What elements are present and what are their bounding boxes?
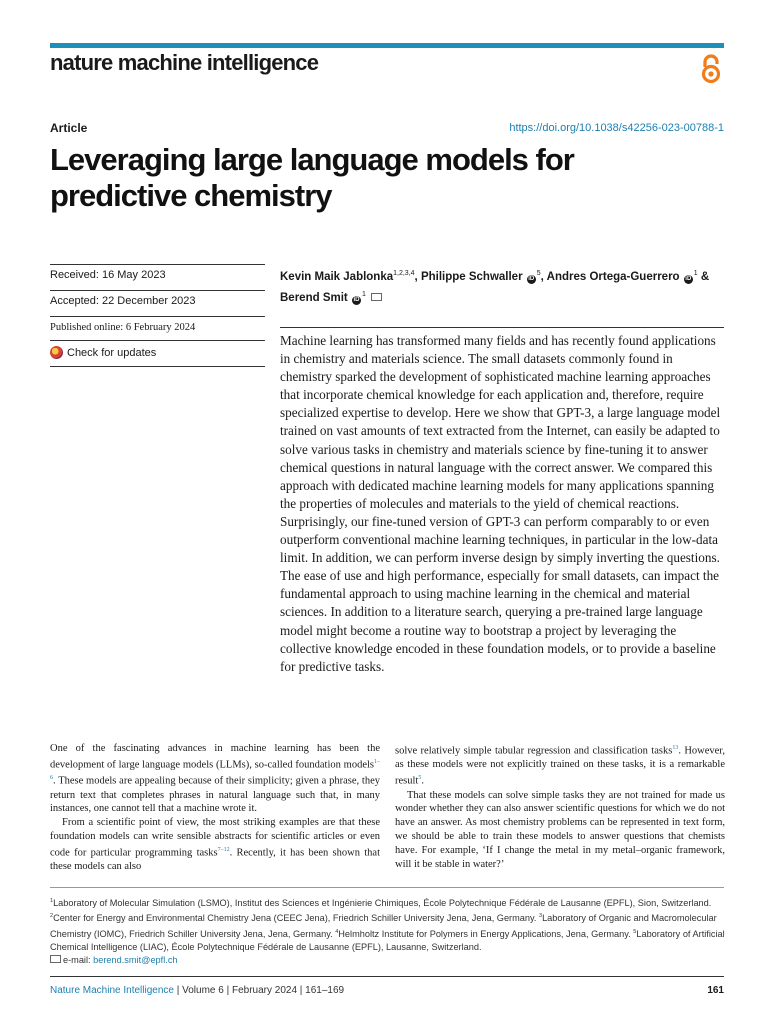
abstract-divider bbox=[280, 327, 724, 328]
meta-divider bbox=[50, 316, 265, 317]
mail-icon[interactable] bbox=[371, 293, 382, 301]
orcid-icon[interactable]: iD bbox=[528, 275, 535, 282]
meta-divider bbox=[50, 264, 265, 265]
footer-divider bbox=[50, 976, 724, 977]
author-name[interactable]: Kevin Maik Jablonka bbox=[280, 270, 394, 283]
journal-name[interactable]: nature machine intelligence bbox=[50, 50, 319, 75]
check-updates-label: Check for updates bbox=[67, 346, 157, 359]
author-affiliation-sup: 5 bbox=[536, 270, 541, 277]
citation-link[interactable]: 7–12 bbox=[217, 846, 230, 853]
author-affiliation-sup: 1 bbox=[693, 270, 698, 277]
orcid-icon[interactable]: iD bbox=[685, 275, 692, 282]
affiliations-footnote: $^1$Laboratory of Molecular Simulation (LSMO), Institut des Sciences et Ingénierie Chimiques, École Polytechnique Fédérale de Lausanne (EPFL), Sion, Switzerland. $^2$Center for Energy and Environmental Chemistry Jena (CEEC Jena), Friedrich Schiller University Jena, Jena, Germany. $^3$Laboratory of Organic and Macromolecular Chemistry (IOMC), Friedrich Schiller University Jena, Jena, Germany. $^4$Helmholtz Institute for Polymers in Energy Applications, Jena, Germany. $^5$Laboratory of Artificial Chemical Intelligence (LIAC), École Polytechnique Fédérale de Lausanne (EPFL), Lausanne, Switzerland. e-mail: berend.smit@epfl.ch bbox=[50, 898, 725, 966]
body-column-right bbox=[395, 742, 725, 872]
accepted-date: Accepted: 22 December 2023 bbox=[50, 295, 196, 307]
footer-issue-details: | Volume 6 | February 2024 | 161–169 bbox=[173, 985, 345, 996]
body-column-left bbox=[50, 742, 380, 874]
author-name[interactable]: Berend Smit bbox=[280, 291, 348, 304]
page-number: 161 bbox=[707, 985, 724, 996]
author-name[interactable]: Andres Ortega-Guerrero bbox=[546, 270, 680, 283]
meta-divider bbox=[50, 290, 265, 291]
crossmark-icon bbox=[50, 346, 63, 359]
mail-icon bbox=[50, 955, 61, 963]
author-affiliation-sup: 1,2,3,4 bbox=[393, 270, 415, 277]
citation-link[interactable]: 13 bbox=[672, 745, 679, 751]
author-affiliation-sup: 1 bbox=[361, 290, 366, 298]
article-type-label: Article bbox=[50, 121, 88, 135]
body-paragraph: That these models can solve simple tasks they are not trained for made us wonder whether they can also answer scientific questions for which we do not have an answer. As most chemistry problems can be represented in text form, we should be able to train these models to answer questions that chemists have. For example, ‘If I change the metal in my metal–organic framework, will it be stable in water?’ bbox=[395, 789, 725, 870]
citation-link[interactable]: 5 bbox=[418, 775, 422, 782]
author-name[interactable]: Philippe Schwaller bbox=[420, 270, 523, 283]
article-title: Leveraging large language models for predictive chemistry bbox=[50, 142, 574, 213]
meta-divider bbox=[50, 340, 265, 341]
body-paragraph: One of the fascinating advances in machine learning has been the development of large language models (LLMs), so-called foundation models$^{1-6}$. These models are appealing because of their simplicity; given a phrase, they return text that completes phrases in natural language such that, in many instances, one cannot tell that a machine wrote it. bbox=[50, 743, 380, 815]
footer-journal-link[interactable]: Nature Machine Intelligence bbox=[50, 985, 174, 996]
published-date: Published online: 6 February 2024 bbox=[50, 322, 196, 333]
abstract-text: Machine learning has transformed many fields and has recently found applications in chemistry and materials science. The small datasets commonly found in chemistry sparked the development of sophisticated machine learning approaches that incorporate chemical knowledge for each application and, therefore, require specialized expertise to develop. Here we show that GPT-3, a large language model trained on vast amounts of text extracted from the Internet, can easily be adapted to solve various tasks in chemistry and materials science by fine-tuning it to answer chemical questions in natural language with the correct answer. We compared this approach with dedicated machine learning models for many applications spanning the properties of molecules and materials to the yield of chemical reactions. Surprisingly, our fine-tuned version of GPT-3 can perform comparably to or even outperform conventional machine learning techniques, in particular in the low-data limit. In addition, we can perform inverse design by simply inverting the questions. The ease of use and high performance, especially for small datasets, can impact the fundamental approach to using machine learning in the chemical and material sciences. In addition to a literature search, querying a pre-trained large language model might become a routine way to bootstrap a project by leveraging the collective knowledge encoded in these foundation models, or to provide a baseline for predictive tasks. bbox=[280, 333, 721, 674]
doi-link[interactable]: https://doi.org/10.1038/s42256-023-00788-1 bbox=[509, 122, 724, 134]
journal-accent-bar bbox=[50, 43, 724, 48]
meta-divider bbox=[50, 366, 265, 367]
footnote-divider bbox=[50, 887, 724, 888]
received-date: Received: 16 May 2023 bbox=[50, 269, 166, 281]
citation-link[interactable]: 1–6 bbox=[50, 758, 380, 782]
email-link[interactable]: berend.smit@epfl.ch bbox=[93, 955, 178, 966]
orcid-icon[interactable]: iD bbox=[353, 296, 360, 303]
body-paragraph: From a scientific point of view, the most striking examples are that these foundation models can write sensible abstracts for scientific articles or even code for particular programming tasks$^{7-12}$. Recently, it has been shown that these models can also bbox=[50, 817, 381, 873]
open-access-icon bbox=[700, 54, 722, 84]
email-label: e-mail: bbox=[63, 955, 94, 966]
check-updates-button[interactable] bbox=[50, 346, 156, 359]
author-list: Kevin Maik Jablonka$^{1,2,3,4}$, Philippe Schwaller $iD^5$, Andres Ortega-Guerrero $iD^1$ & Berend Smit $iD^1$ bbox=[280, 270, 710, 304]
footer-citation bbox=[50, 985, 344, 996]
body-paragraph: solve relatively simple tabular regression and classification tasks$^{13}$. However, as these models were not explicitly trained on these tasks, it is a remarkable result$^5$. bbox=[395, 745, 726, 787]
